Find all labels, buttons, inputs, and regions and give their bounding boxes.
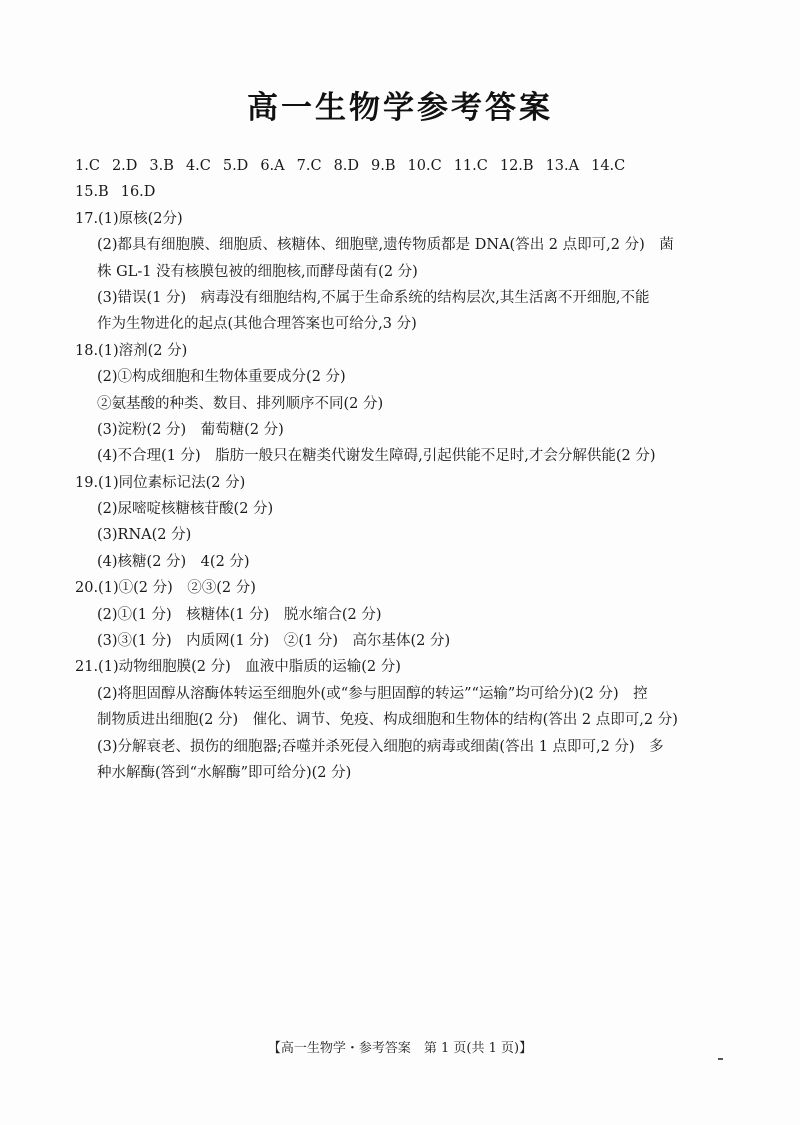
multiple-choice-row-1 (75, 153, 735, 179)
mc-answer: 11.C (453, 158, 488, 174)
mc-answer: 16.D (120, 184, 156, 201)
answer-line: (2)将胆固醇从溶酶体转运至细胞外(或“参与胆固醇的转运”“运输”均可给分)(2 分) 控 (97, 685, 648, 702)
answer-line: 17.(1)原核(2分) (75, 210, 183, 227)
mc-answer: 2.D (111, 158, 138, 174)
mc-answer: 13.A (545, 158, 580, 174)
answer-line: 19.(1)同位素标记法(2 分) (75, 474, 246, 491)
answer-line: (2)尿嘧啶核糖核苷酸(2 分) (97, 501, 274, 518)
answer-line: 21.(1)动物细胞膜(2 分) 血液中脂质的运输(2 分) (75, 659, 401, 676)
mc-answer: 1.C (75, 158, 100, 174)
mc-answer: 8.D (333, 158, 360, 174)
mc-answer: 3.B (149, 158, 174, 174)
answer-line: 制物质进出细胞(2 分) 催化、调节、免疫、构成细胞和生物体的结构(答出 2 点即可,2 分) (97, 712, 678, 729)
mc-answer: 14.C (591, 158, 626, 174)
mc-answer: 4.C (185, 158, 211, 174)
answer-line: (4)核糖(2 分) 4(2 分) (97, 553, 250, 570)
mc-answer: 10.C (407, 158, 442, 174)
answer-line: (2)都具有细胞膜、细胞质、核糖体、细胞壁,遗传物质都是 DNA(答出 2 点即可,2 分) 菌 (97, 237, 674, 254)
mc-answer: 9.B (371, 158, 396, 174)
answer-line: (2)①(1 分) 核糖体(1 分) 脱水缩合(2 分) (97, 606, 382, 623)
page-title: 高一生物学参考答案 (247, 90, 553, 126)
answer-line: 20.(1)①(2 分) ②③(2 分) (75, 580, 256, 597)
answer-line: (2)①构成细胞和生物体重要成分(2 分) (97, 369, 346, 386)
page-footer: 【高一生物学・参考答案 第 1 页(共 1 页)】 (267, 1041, 533, 1056)
answer-line: (4)不合理(1 分) 脂肪一般只在糖类代谢发生障碍,引起供能不足时,才会分解供能(2 分) (97, 448, 656, 465)
mc-answer: 7.C (296, 158, 322, 174)
mc-answer: 12.B (499, 158, 534, 174)
answer-line: (3)错误(1 分) 病毒没有细胞结构,不属于生命系统的结构层次,其生活离不开细胞,不能 (97, 289, 650, 306)
multiple-choice-row-2 (75, 179, 735, 205)
mc-answer: 5.D (222, 158, 249, 174)
answer-line: (3)淀粉(2 分) 葡萄糖(2 分) (97, 421, 284, 438)
answer-line: (3)③(1 分) 内质网(1 分) ②(1 分) 高尔基体(2 分) (97, 633, 451, 650)
answer-line: 株 GL-1 没有核膜包被的细胞核,而酵母菌有(2 分) (97, 263, 418, 280)
answer-line: (3)分解衰老、损伤的细胞器;吞噬并杀死侵入细胞的病毒或细菌(答出 1 点即可,2 分) 多 (97, 738, 664, 755)
answer-line: 作为生物进化的起点(其他合理答案也可给分,3 分) (97, 316, 417, 333)
mc-answer: 6.A (260, 158, 285, 174)
answer-line: ②氨基酸的种类、数目、排列顺序不同(2 分) (97, 395, 384, 412)
answer-line: 种水解酶(答到“水解酶”即可给分)(2 分) (97, 764, 352, 781)
mc-answer: 15.B (75, 184, 109, 201)
corner-mark (718, 1058, 723, 1060)
answer-line: 18.(1)溶剂(2 分) (75, 342, 188, 359)
answer-line: (3)RNA(2 分) (97, 527, 192, 544)
answer-content (75, 153, 735, 786)
answer-lines (75, 206, 735, 787)
